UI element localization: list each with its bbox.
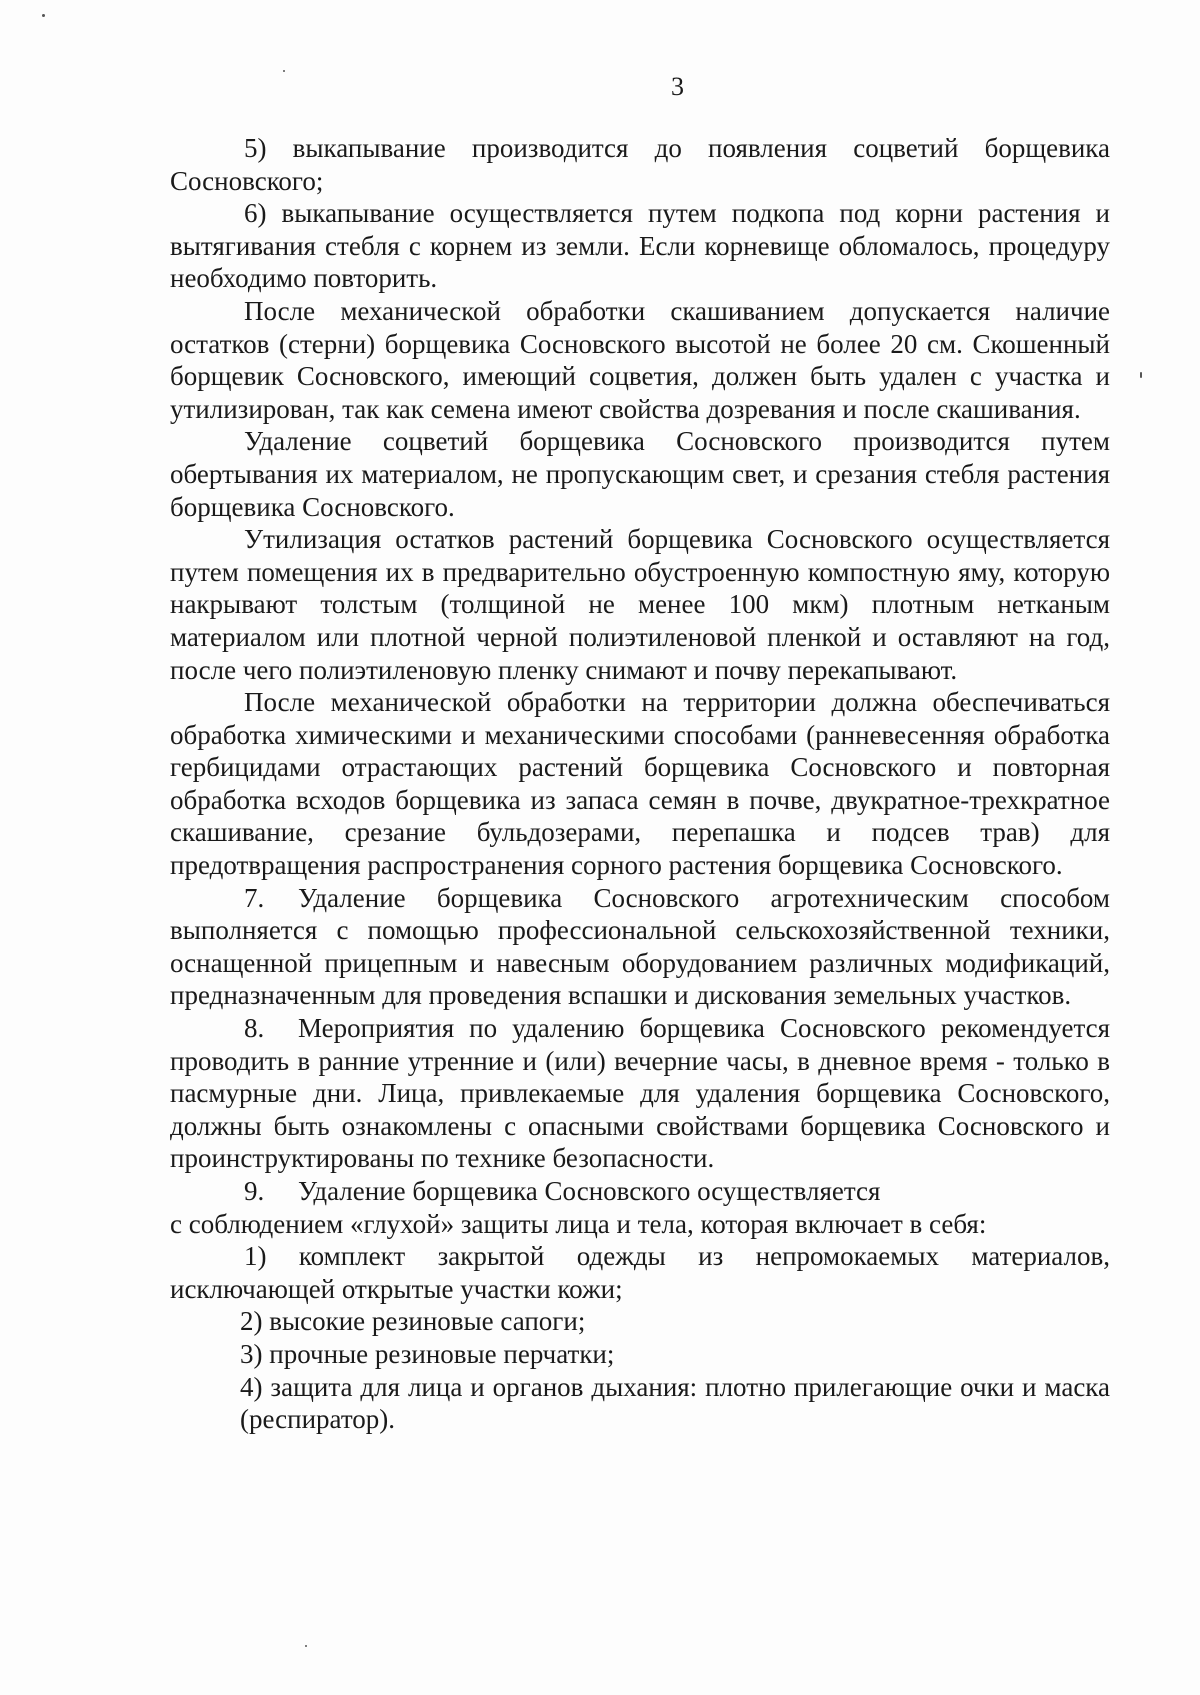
paragraph-inflorescence: Удаление соцветий борщевика Сосновского производится путем обертывания их материалом, не пропускающим свет, и срезания стебля растения борщевика Сосновского. (170, 426, 1110, 522)
scan-speck (305, 1645, 307, 1647)
protection-item-4: 4) защита для лица и органов дыхания: плотно прилегающие очки и маска (респиратор). (240, 1371, 1110, 1435)
section-9 (170, 1175, 1110, 1208)
section-7-number: 7. (244, 882, 265, 913)
section-8 (170, 1012, 1110, 1175)
section-8-number: 8. (244, 1013, 265, 1044)
section-8-text: Мероприятия по удалению борщевика Сосновского рекомендуется проводить в ранние утренние и (или) вечерние часы, в дневное время - только в пасмурные дни. Лица, привлекаемые для удаления борщевика Сосновского, должны быть ознакомлены с опасными свойствами борщевика Сосновского и проинструктированы по технике безопасности. (170, 1013, 1110, 1174)
list-item-5: 5) выкапывание производится до появления соцветий борщевика Сосновского; (170, 133, 1110, 196)
scan-speck (42, 14, 45, 17)
section-7 (170, 882, 1110, 1012)
paragraph-disposal: Утилизация остатков растений борщевика Сосновского осуществляется путем помещения их в предварительно обустроенную компостную яму, которую накрывают толстым (толщиной не менее 100 мкм) плотным нетканым материалом или плотной черной полиэтиленовой пленкой и оставляют на год, после чего полиэтиленовую пленку снимают и почву перекапывают. (170, 524, 1110, 685)
protection-item-3: 3) прочные резиновые перчатки; (240, 1338, 615, 1369)
protection-item-2: 2) высокие резиновые сапоги; (240, 1306, 586, 1337)
scan-speck (283, 70, 285, 72)
section-9-text: Удаление борщевика Сосновского осуществляется (298, 1176, 881, 1206)
paragraph-stubble: После механической обработки скашиванием допускается наличие остатков (стерни) борщевика Сосновского высотой не более 20 см. Скошенный борщевик Сосновского, имеющий соцветия, должен быть удален с участка и утилизирован, так как семена имеют свойства дозревания и после скашивания. (170, 295, 1110, 424)
scan-speck (1140, 372, 1142, 378)
section-9-continuation: с соблюдением «глухой» защиты лица и тела, которая включает в себя: (170, 1208, 987, 1239)
section-9-number: 9. (244, 1176, 265, 1206)
list-item-6: 6) выкапывание осуществляется путем подкопа под корни растения и вытягивания стебля с корнем из земли. Если корневище обломалось, процедуру необходимо повторить. (170, 198, 1110, 294)
section-7-text: Удаление борщевика Сосновского агротехническим способом выполняется с помощью профессиональной сельскохозяйственной техники, оснащенной прицепным и навесным оборудованием различных модификаций, предназначенным для проведения вспашки и дискования земельных участков. (170, 882, 1110, 1011)
page-number: 3 (671, 72, 684, 101)
paragraph-post-treatment: После механической обработки на территории должна обеспечиваться обработка химическими и механическими способами (ранневесенняя обработка гербицидами отрастающих растений борщевика Сосновского и повторная обработка всходов борщевика из запаса семян в почве, двукратное-трехкратное скашивание, срезание бульдозерами, перепашка и подсев трав) для предотвращения распространения сорного растения борщевика Сосновского. (170, 687, 1110, 881)
protection-item-1: 1) комплект закрытой одежды из непромокаемых материалов, исключающей открытые участки кожи; (170, 1241, 1110, 1304)
document-body (170, 132, 1110, 1436)
